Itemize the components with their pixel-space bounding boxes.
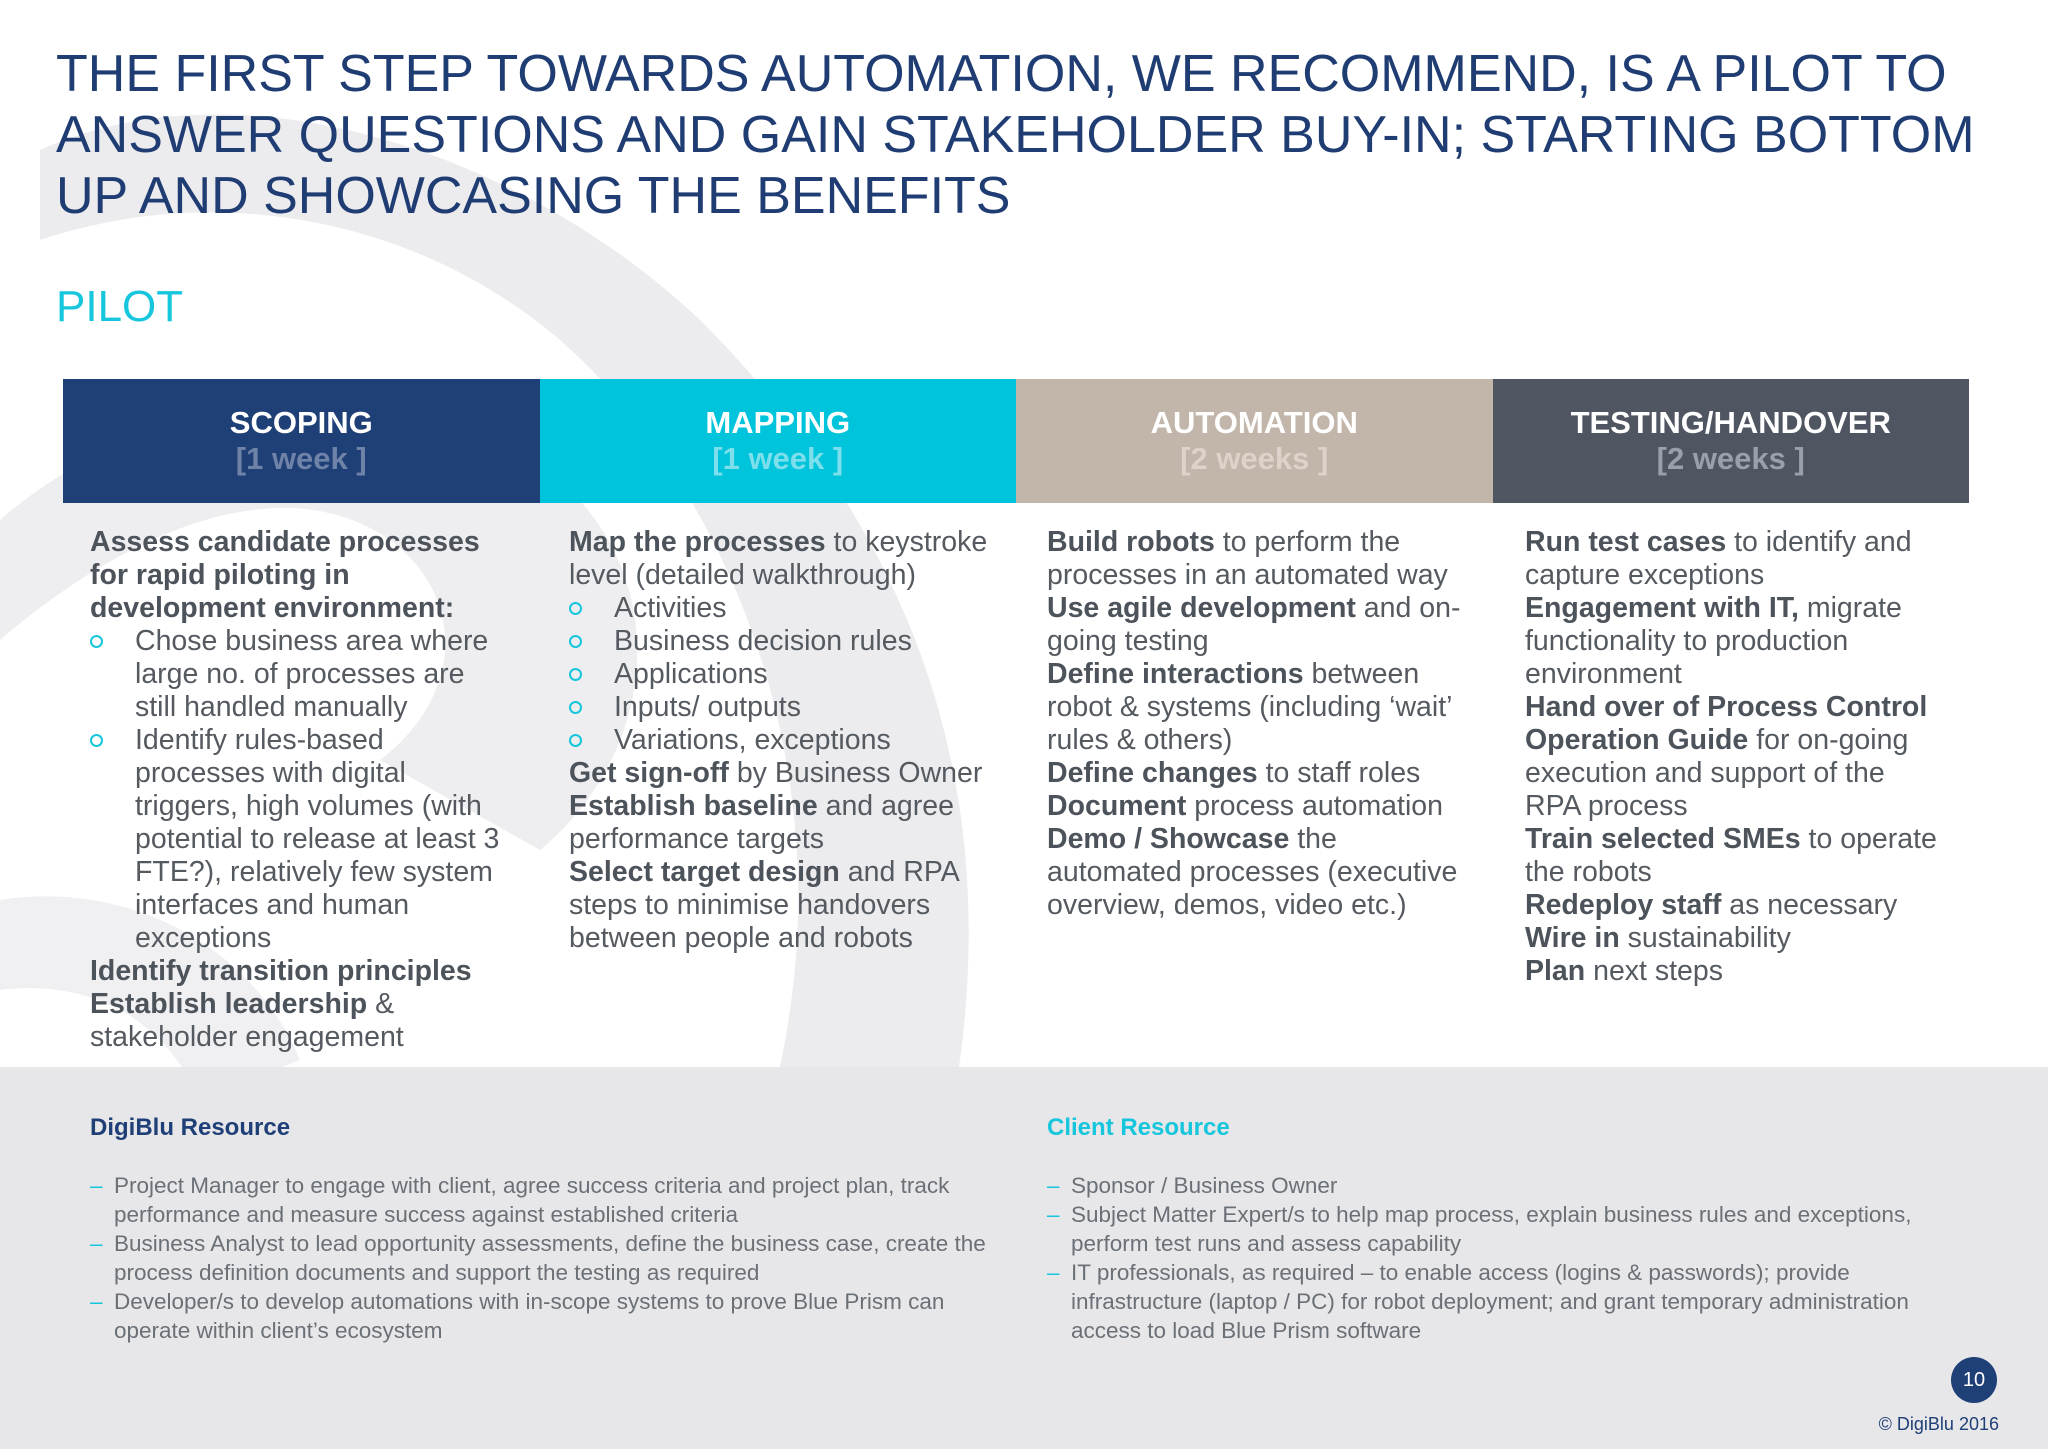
circle-bullet-icon (90, 635, 103, 648)
dash-bullet-icon: – (90, 1173, 103, 1198)
circle-bullet-icon (569, 602, 582, 615)
testing-handover-details (1525, 526, 1945, 988)
scoping-item: Establish leadership & stakeholder engagement (90, 988, 404, 1053)
automation-item: Define changes to staff roles (1047, 757, 1421, 789)
testing-item: Engagement with IT, migrate functionality to production environment (1525, 592, 1902, 690)
phase-details (0, 526, 2048, 1066)
circle-bullet-icon (569, 734, 582, 747)
automation-item: Document process automation (1047, 790, 1443, 822)
circle-bullet-icon (569, 668, 582, 681)
client-resource-list (1047, 1171, 1967, 1345)
page-number-badge: 10 (1951, 1357, 1997, 1403)
dash-bullet-icon: – (90, 1231, 103, 1256)
phase-timeline-bar (63, 379, 1969, 503)
mapping-item: Select target design and RPA steps to minimise handovers between people and robots (569, 856, 959, 954)
mapping-item: Establish baseline and agree performance targets (569, 790, 954, 855)
phase-duration: [1 week ] (712, 441, 844, 476)
digiblu-resource-list (90, 1171, 1010, 1345)
digiblu-resource-title: DigiBlu Resource (90, 1114, 291, 1141)
mapping-item: Get sign-off by Business Owner (569, 757, 983, 789)
list-item: Chose business area where large no. of processes are still handled manually (90, 625, 510, 724)
client-resource-title: Client Resource (1047, 1114, 1230, 1141)
phase-duration: [2 weeks ] (1656, 441, 1805, 476)
automation-item: Define interactions between robot & systems (including ‘wait’ rules & others) (1047, 658, 1452, 756)
phase-automation (1016, 379, 1493, 503)
phase-testing-handover (1493, 379, 1970, 503)
slide-title: THE FIRST STEP TOWARDS AUTOMATION, WE RECOMMEND, IS A PILOT TO ANSWER QUESTIONS AND GAIN STAKEHOLDER BUY-IN; STARTING BOTTOM UP AND SHOWCASING THE BENEFITS (56, 45, 1975, 225)
list-item: – IT professionals, as required – to enable access (logins & passwords); provide infrastructure (laptop / PC) for robot deployment; and grant temporary administration access to load Blue Prism software (1047, 1260, 1909, 1343)
automation-item: Demo / Showcase the automated processes (executive overview, demos, video etc.) (1047, 823, 1458, 921)
list-item: Variations, exceptions (569, 724, 989, 757)
testing-item: Hand over of Process Control Operation Guide for on-going execution and support of the RPA process (1525, 691, 1928, 822)
list-item: Activities (569, 592, 989, 625)
list-item: – Project Manager to engage with client, agree success criteria and project plan, track performance and measure success against established criteria (90, 1173, 950, 1227)
list-item: Applications (569, 658, 989, 691)
circle-bullet-icon (569, 635, 582, 648)
phase-name: SCOPING (229, 405, 373, 440)
dash-bullet-icon: – (1047, 1202, 1060, 1227)
mapping-bullets (569, 592, 989, 757)
copyright-notice: © DigiBlu 2016 (1878, 1414, 1999, 1434)
phase-duration: [1 week ] (235, 441, 367, 476)
mapping-details (569, 526, 989, 955)
testing-item: Train selected SMEs to operate the robots (1525, 823, 1937, 888)
scoping-bullets (90, 625, 510, 955)
mapping-intro: Map the processes to keystroke level (detailed walkthrough) (569, 526, 988, 591)
circle-bullet-icon (569, 701, 582, 714)
testing-item: Redeploy staff as necessary (1525, 889, 1898, 921)
phase-name: AUTOMATION (1150, 405, 1358, 440)
automation-item: Use agile development and on-going testing (1047, 592, 1461, 657)
scoping-item: Identify transition principles (90, 955, 472, 987)
circle-bullet-icon (90, 734, 103, 747)
testing-item: Plan next steps (1525, 955, 1724, 987)
phase-name: TESTING/HANDOVER (1570, 405, 1891, 440)
list-item: – Subject Matter Expert/s to help map process, explain business rules and exceptions, perform test runs and assess capability (1047, 1202, 1912, 1256)
dash-bullet-icon: – (1047, 1173, 1060, 1198)
list-item: – Developer/s to develop automations with in-scope systems to prove Blue Prism can operate within client’s ecosystem (90, 1289, 945, 1343)
testing-item: Run test cases to identify and capture exceptions (1525, 526, 1912, 591)
scoping-intro: Assess candidate processes for rapid piloting in development environment: (90, 526, 480, 624)
list-item: Business decision rules (569, 625, 989, 658)
dash-bullet-icon: – (90, 1289, 103, 1314)
list-item: Identify rules-based processes with digital triggers, high volumes (with potential to release at least 3 FTE?), relatively few system interfaces and human exceptions (90, 724, 510, 955)
scoping-details (90, 526, 510, 1054)
automation-details (1047, 526, 1467, 922)
phase-mapping (540, 379, 1017, 503)
phase-name: MAPPING (705, 405, 851, 440)
phase-duration: [2 weeks ] (1180, 441, 1329, 476)
phase-scoping (63, 379, 540, 503)
automation-item: Build robots to perform the processes in an automated way (1047, 526, 1448, 591)
list-item: – Sponsor / Business Owner (1047, 1173, 1338, 1198)
dash-bullet-icon: – (1047, 1260, 1060, 1285)
digiblu-resource-panel (90, 1113, 1010, 1345)
client-resource-panel (1047, 1113, 1967, 1345)
list-item: Inputs/ outputs (569, 691, 989, 724)
list-item: – Business Analyst to lead opportunity assessments, define the business case, create the process definition documents and support the testing as required (90, 1231, 986, 1285)
testing-item: Wire in sustainability (1525, 922, 1791, 954)
section-label-pilot: PILOT (56, 282, 184, 331)
